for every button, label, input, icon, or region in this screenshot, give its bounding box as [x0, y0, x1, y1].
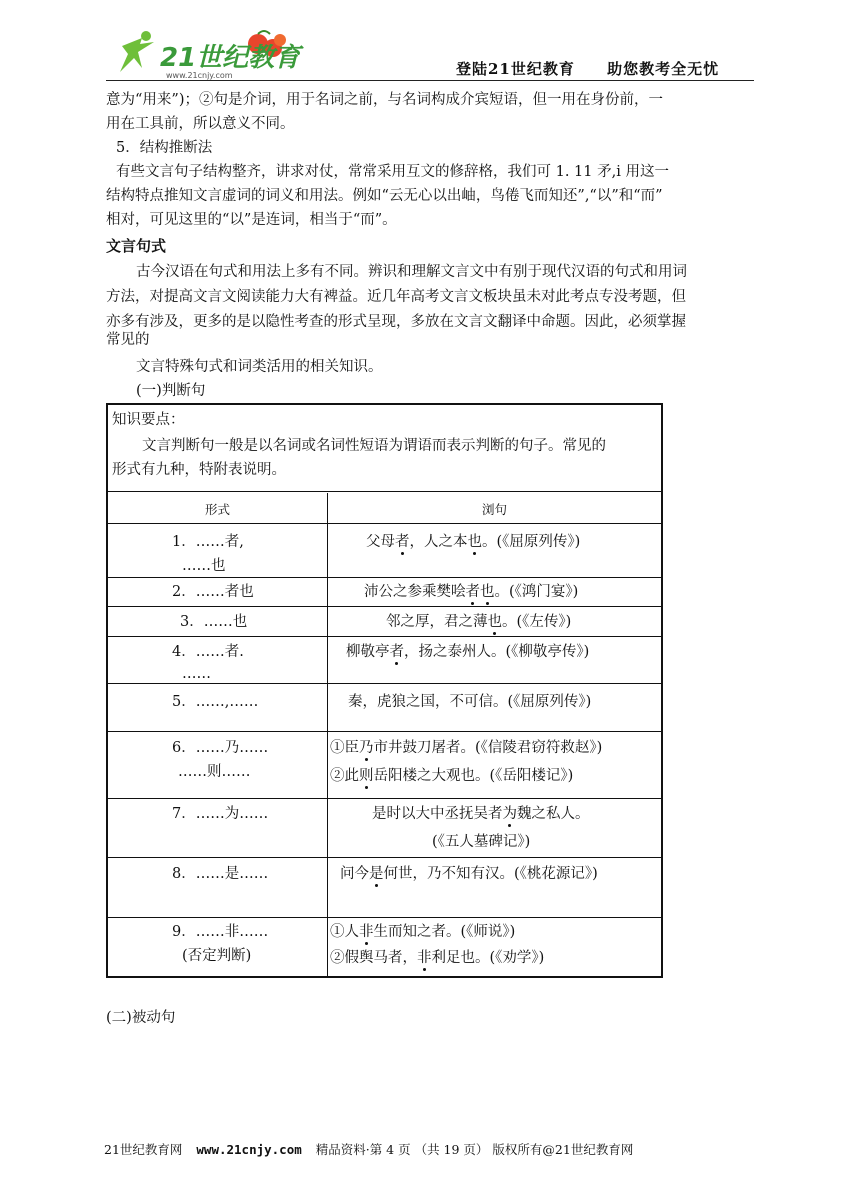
footer-site: 21世纪教育网 — [104, 1142, 183, 1157]
row-example: 是时以大中丞抚吴者为魏之私人。 — [372, 806, 590, 822]
row-example: 邻之厚，君之薄也。(《左传》) — [386, 614, 572, 630]
site-logo[interactable] — [108, 28, 308, 82]
row-example: 父母者，人之本也。(《屈原列传》) — [366, 534, 581, 550]
subsection-heading: (一)判断句 — [136, 383, 206, 399]
table-intro-line: 形式有九种，特附表说明。 — [112, 462, 286, 478]
row-form: 7．……为…… — [172, 806, 269, 822]
slogan-help: 助您教考全无忧 — [607, 60, 720, 78]
row-example: 秦，虎狼之国，不可信。(《屈原列传》) — [348, 694, 592, 710]
row-form: ……则…… — [178, 764, 251, 780]
subsection-heading: (二)被动句 — [106, 1010, 176, 1026]
logo-graphic — [108, 28, 308, 82]
footer-info: 精品资料·第 4 页 （共 19 页） 版权所有@21世纪教育网 — [315, 1142, 634, 1157]
row-form: (否定判断) — [182, 948, 252, 964]
table-intro-line: 文言判断句一般是以名词或名词性短语为谓语而表示判断的句子。常见的 — [142, 438, 606, 454]
judgment-sentence-table — [106, 403, 663, 978]
paragraph-line: 常见的 — [106, 332, 150, 348]
row-form: 2．……者也 — [172, 584, 254, 600]
row-form: 3．……也 — [180, 614, 248, 630]
subsection-heading: 5．结构推断法 — [116, 140, 213, 156]
row-example: 柳敬亭者，扬之泰州人。(《柳敬亭传》) — [346, 644, 590, 660]
row-example: ①人非生而知之者。(《师说》) — [330, 924, 516, 940]
row-form: 1．……者, — [172, 534, 244, 550]
header-slogan — [456, 58, 745, 79]
row-example: ①臣乃市井鼓刀屠者。(《信陵君窃符救赵》) — [330, 740, 603, 756]
row-form: 5．……,…… — [172, 694, 259, 710]
paragraph-line: 相对，可见这里的“以”是连词，相当于“而”。 — [106, 212, 397, 228]
column-header-example: 浏句 — [481, 502, 507, 517]
header-divider — [106, 80, 754, 81]
logo-text: 21世纪教育 — [160, 43, 301, 73]
row-example: 问今是何世，乃不知有汉。(《桃花源记》) — [340, 866, 598, 882]
row-form: 9．……非…… — [172, 924, 269, 940]
row-form: …… — [182, 666, 211, 682]
paragraph-line: 亦多有涉及，更多的是以隐性考查的形式呈现，多放在文言文翻译中命题。因此，必须掌握 — [106, 314, 686, 330]
row-example: ②此则岳阳楼之大观也。(《岳阳楼记》) — [330, 768, 574, 784]
paragraph-line: 结构特点推知文言虚词的词义和用法。例如“云无心以出岫，鸟倦飞而知还”,“以”和“而” — [106, 188, 663, 204]
row-form: 6．……乃…… — [172, 740, 269, 756]
column-header-form: 形式 — [204, 502, 230, 517]
slogan-login: 登陆21世纪教育 — [456, 60, 575, 78]
page-footer — [104, 1140, 633, 1158]
paragraph-line: 有些文言句子结构整齐，讲求对仗，常常采用互文的修辞格，我们可 1. 11 矛,i 用这一 — [116, 164, 669, 180]
footer-url-link[interactable]: www.21cnjy.com — [196, 1142, 302, 1157]
paragraph-line: 方法，对提高文言文阅读能力大有裨益。近几年高考文言文板块虽未对此考点专没考题，但 — [106, 289, 686, 305]
paragraph-line: 用在工具前，所以意义不同。 — [106, 116, 295, 132]
paragraph-line: 古今汉语在句式和用法上多有不同。辨识和理解文言文中有别于现代汉语的句式和用词 — [136, 264, 687, 280]
row-example: 沛公之参乘樊哙者也。(《鸿门宴》) — [364, 584, 579, 600]
row-form: 8．……是…… — [172, 866, 269, 882]
row-form: 4．……者. — [172, 644, 244, 660]
row-example: (《五人墓碑记》) — [432, 834, 531, 850]
row-example: ②假舆马者，非利足也。(《劝学》) — [330, 950, 545, 966]
logo-url: www.21cnjy.com — [166, 71, 233, 80]
row-form: ……也 — [182, 558, 226, 574]
section-heading: 文言句式 — [106, 237, 167, 255]
table-intro-label: 知识要点： — [112, 412, 185, 428]
paragraph-line: 文言特殊句式和词类活用的相关知识。 — [136, 359, 383, 375]
paragraph-line: 意为“用来”)；②句是介词，用于名词之前，与名词构成介宾短语，但一用在身份前，一 — [106, 92, 663, 108]
